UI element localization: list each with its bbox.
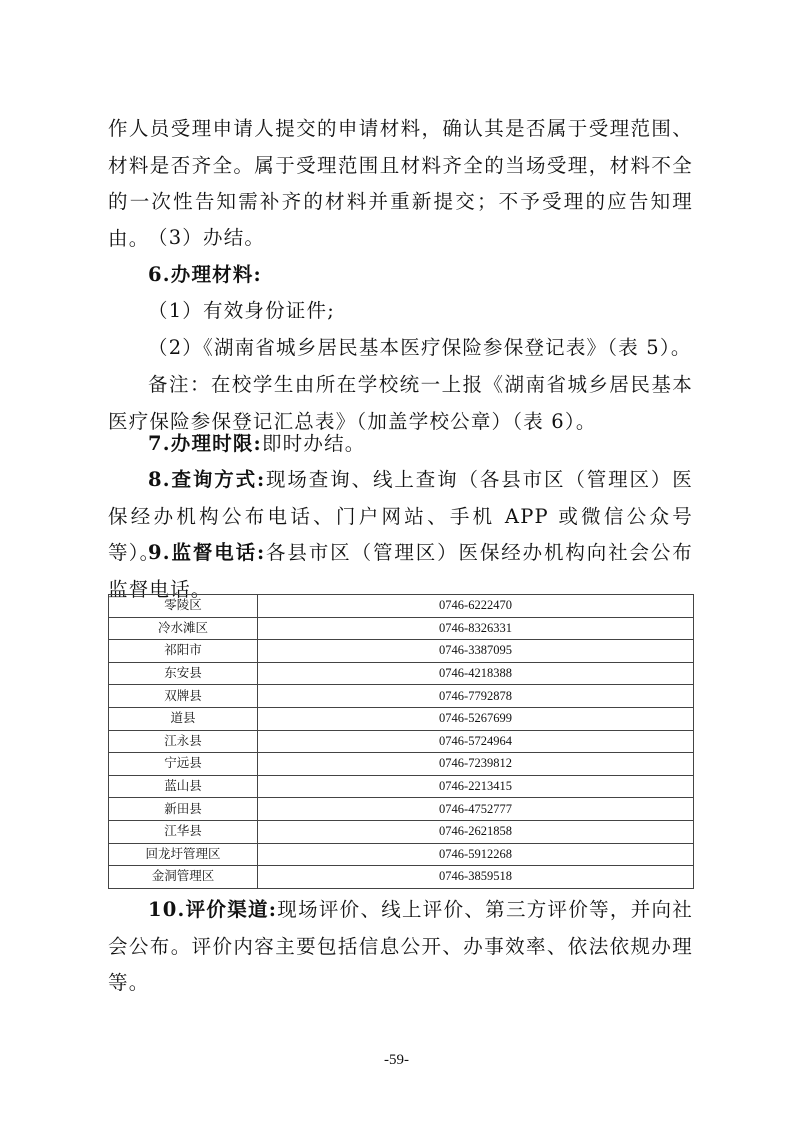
table-row [109, 753, 694, 776]
district-cell: 江华县 [109, 820, 258, 843]
material-item-form: （2）《湖南省城乡居民基本医疗保险参保登记表》（表 5）。 [148, 336, 692, 359]
district-cell: 回龙圩管理区 [109, 843, 258, 866]
district-cell: 冷水滩区 [109, 617, 258, 640]
material-item-id: （1）有效身份证件; [148, 299, 335, 322]
table-row [109, 798, 694, 821]
section-label: 10.评价渠道: [148, 898, 278, 921]
section-text: 即时办结。 [261, 432, 366, 455]
materials-note: 备注：在校学生由所在学校统一上报《湖南省城乡居民基本医疗保险参保登记汇总表》（加盖学校公章）（表 6）。 [108, 373, 693, 433]
section-label: 7.办理时限: [148, 432, 262, 455]
phone-cell: 0746-3387095 [258, 640, 694, 663]
paragraph-acceptance: 作人员受理申请人提交的申请材料，确认其是否属于受理范围、材料是否齐全。属于受理范围且材料齐全的当场受理，材料不全的一次性告知需补齐的材料并重新提交；不予受理的应告知理由。 [108, 117, 693, 250]
table-row [109, 775, 694, 798]
section-materials-heading [108, 257, 693, 294]
phone-cell: 0746-2621858 [258, 820, 694, 843]
section-text: 各县市区（管理区）医保经办机构向社会公布监督电话。 [108, 541, 693, 601]
district-cell: 零陵区 [109, 595, 258, 618]
district-cell: 蓝山县 [109, 775, 258, 798]
paragraph-completion: （3）办结。 [148, 226, 266, 249]
district-cell: 双牌县 [109, 685, 258, 708]
table-row [109, 662, 694, 685]
section-label: 9.监督电话: [148, 541, 266, 564]
section-label: 6.办理材料: [148, 263, 262, 286]
table-row [109, 820, 694, 843]
district-cell: 金洞管理区 [109, 866, 258, 889]
table-row [109, 843, 694, 866]
phone-cell: 0746-7239812 [258, 753, 694, 776]
phone-cell: 0746-2213415 [258, 775, 694, 798]
table-row [109, 617, 694, 640]
section-text: 现场评价、线上评价、第三方评价等，并向社会公布。评价内容主要包括信息公开、办事效率、依法依规办理等。 [108, 898, 693, 995]
district-cell: 宁远县 [109, 753, 258, 776]
district-cell: 江永县 [109, 730, 258, 753]
table-row [109, 640, 694, 663]
phone-cell: 0746-8326331 [258, 617, 694, 640]
table-row [109, 866, 694, 889]
phone-cell: 0746-4218388 [258, 662, 694, 685]
section-time-limit [108, 426, 693, 463]
supervision-phone-table [108, 594, 694, 889]
section-label: 8.查询方式: [148, 468, 266, 491]
district-cell: 新田县 [109, 798, 258, 821]
page-number: -59- [384, 1052, 409, 1068]
phone-cell: 0746-5267699 [258, 707, 694, 730]
district-cell: 道县 [109, 707, 258, 730]
section-evaluation [108, 892, 693, 1002]
table-row [109, 730, 694, 753]
phone-cell: 0746-5724964 [258, 730, 694, 753]
phone-cell: 0746-3859518 [258, 866, 694, 889]
table-row [109, 595, 694, 618]
phone-cell: 0746-7792878 [258, 685, 694, 708]
district-cell: 祁阳市 [109, 640, 258, 663]
district-cell: 东安县 [109, 662, 258, 685]
table-row [109, 685, 694, 708]
phone-cell: 0746-5912268 [258, 843, 694, 866]
table-row [109, 707, 694, 730]
section-text: 现场查询、线上查询（各县市区（管理区）医保经办机构公布电话、门户网站、手机 APP 或微信公众号等）。 [108, 468, 693, 565]
phone-cell: 0746-4752777 [258, 798, 694, 821]
phone-cell: 0746-6222470 [258, 595, 694, 618]
